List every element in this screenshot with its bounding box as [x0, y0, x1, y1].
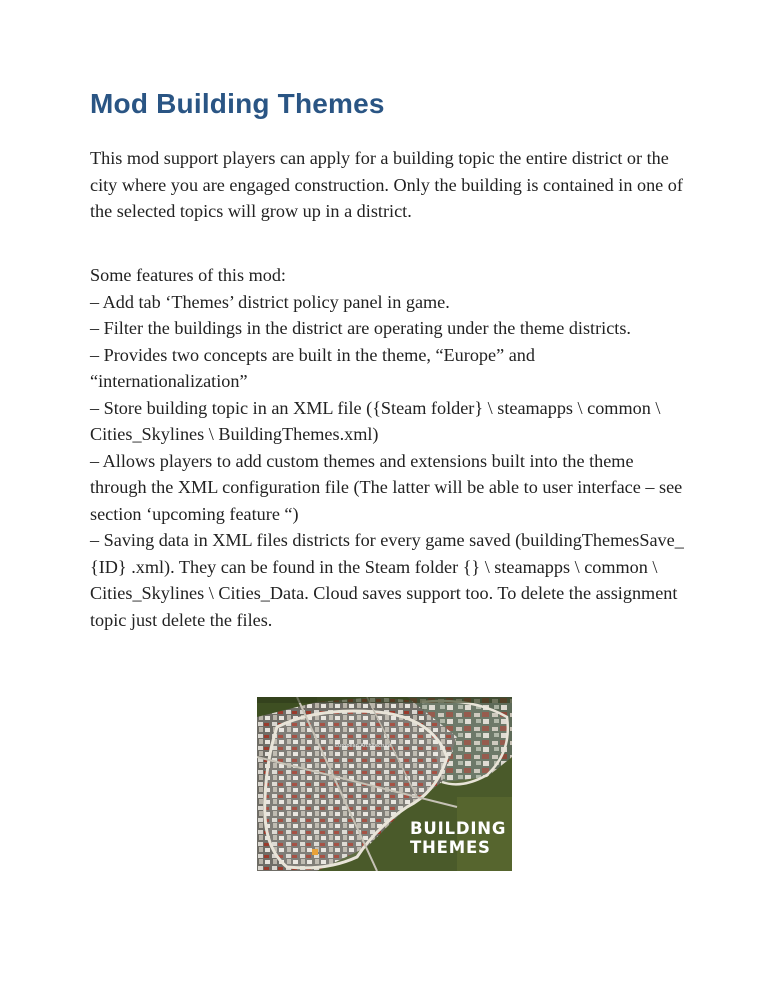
- feature-item: – Add tab ‘Themes’ district policy panel in game.: [90, 291, 450, 312]
- features-list: [90, 262, 690, 633]
- page-title: Mod Building Themes: [90, 88, 385, 119]
- feature-item: – Provides two concepts are built in the theme, “Europe” and “internationalization”: [90, 344, 535, 391]
- district-label: European Architecture: [335, 743, 392, 749]
- feature-item: – Store building topic in an XML file ({Steam folder} \ steamapps \ common \ Cities_Skylines \ BuildingThemes.xml): [90, 397, 661, 444]
- feature-item: – Allows players to add custom themes and extensions built into the theme through the XML configuration file (The latter will be able to user interface – see section ‘upcoming feature “): [90, 450, 683, 524]
- image-caption: [410, 819, 506, 857]
- feature-item: – Filter the buildings in the district are operating under the theme districts.: [90, 318, 631, 338]
- building-themes-screenshot: [257, 697, 512, 871]
- caption-line-1: BUILDING: [410, 819, 507, 838]
- caption-line-2: THEMES: [410, 838, 491, 857]
- features-heading: Some features of this mod:: [90, 265, 286, 285]
- intro-paragraph: This mod support players can apply for a building topic the entire district or the city where you are engaged construction. Only the building is contained in one of the selected topics will grow up in a district.: [90, 148, 683, 221]
- feature-item: – Saving data in XML files districts for every game saved (buildingThemesSave_ {ID} .xml). They can be found in the Steam folder {} \ steamapps \ common \ Cities_Skylines \ Cities_Data. Cloud saves support too. To delete the assignment topic just delete the files.: [90, 530, 684, 630]
